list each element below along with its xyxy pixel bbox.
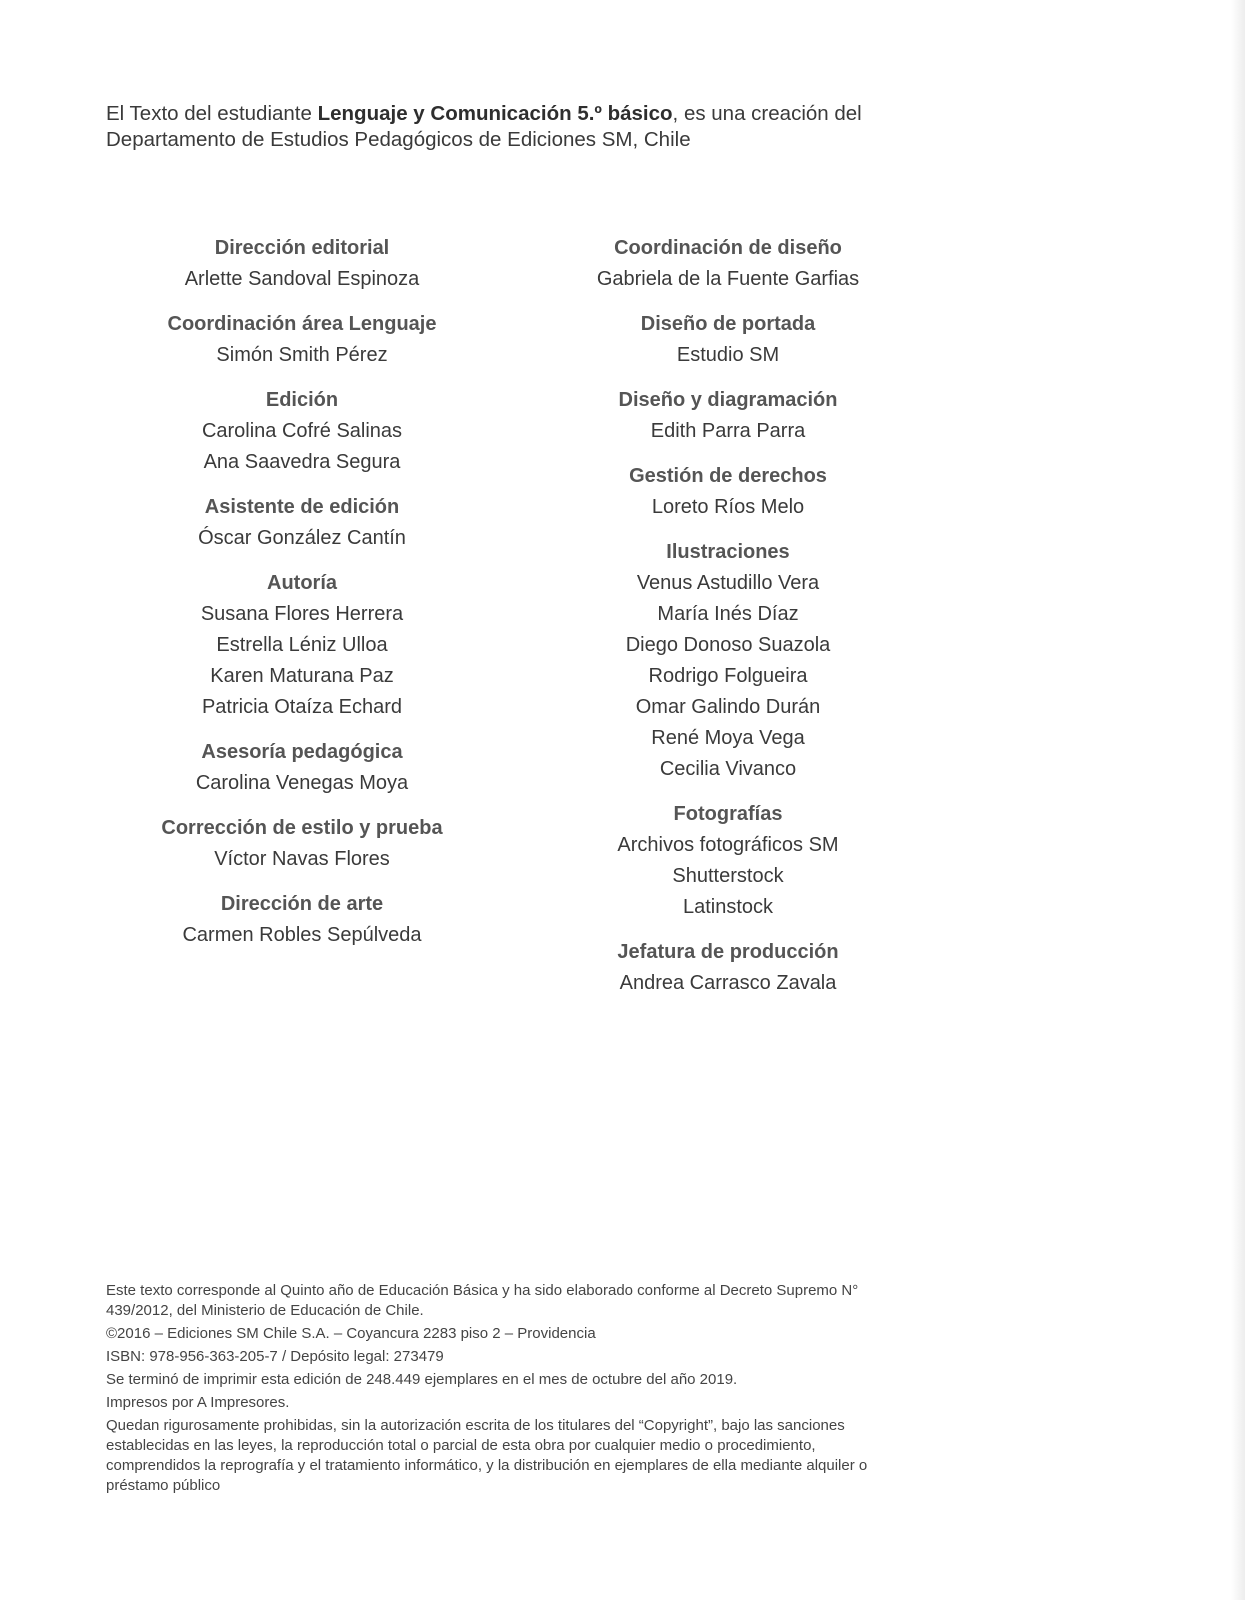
credit-section-correccion-de-estilo-y-prueba xyxy=(112,813,492,875)
decree-text: Este texto corresponde al Quinto año de Educación Básica y ha sido elaborado conforme al Decreto Supremo N° 439/2012, del Ministerio de Educación de Chile. xyxy=(106,1282,859,1319)
credit-role: Gestión de derechos xyxy=(629,465,827,487)
credit-person: Latinstock xyxy=(682,896,774,918)
credit-role: Dirección de arte xyxy=(220,893,384,915)
credit-person: Gabriela de la Fuente Garfias xyxy=(596,268,860,290)
credit-person: Estudio SM xyxy=(676,344,780,366)
credit-section-diseno-y-diagramacion xyxy=(538,385,918,447)
credit-section-coordinacion-area-lenguaje xyxy=(112,309,492,371)
credit-role: Jefatura de producción xyxy=(617,941,839,963)
rights-text: Quedan rigurosamente prohibidas, sin la autorización escrita de los titulares del “Copyright”, bajo las sanciones establecidas en las leyes, la reproducción total o parcial de esta obra por cualquier medio o procedimiento, comprendidos la reprografía y el tratamiento informático, y la distribución en ejemplares de ella mediante alquiler o préstamo público xyxy=(106,1417,868,1494)
credit-section-ilustraciones xyxy=(538,537,918,785)
intro-suffix: , es una creación del Departamento de Estudios Pedagógicos de Ediciones SM, Chile xyxy=(106,102,862,151)
credit-section-fotografias xyxy=(538,799,918,923)
credit-role: Dirección editorial xyxy=(214,237,390,259)
credit-person: Susana Flores Herrera xyxy=(200,603,404,625)
credit-section-direccion-de-arte xyxy=(112,889,492,951)
credit-role: Autoría xyxy=(267,572,337,594)
credit-person: Venus Astudillo Vera xyxy=(636,572,820,594)
credit-role: Coordinación área Lenguaje xyxy=(167,313,437,335)
credit-person: Shutterstock xyxy=(672,865,784,887)
credits-left-column xyxy=(112,233,492,965)
print-run-text: Se terminó de imprimir esta edición de 248.449 ejemplares en el mes de octubre del año 2019. xyxy=(106,1371,738,1388)
credit-person: Omar Galindo Durán xyxy=(635,696,821,718)
credit-person: Simón Smith Pérez xyxy=(216,344,388,366)
credit-person: Arlette Sandoval Espinoza xyxy=(184,268,420,290)
credit-role: Fotografías xyxy=(673,803,783,825)
credit-person: Óscar González Cantín xyxy=(198,527,406,549)
legal-footer xyxy=(106,1281,876,1499)
credit-section-autoria xyxy=(112,568,492,723)
book-title: Lenguaje y Comunicación 5.º básico xyxy=(317,102,673,125)
credit-person: Cecilia Vivanco xyxy=(659,758,797,780)
credit-role: Asesoría pedagógica xyxy=(201,741,403,763)
intro-prefix: El Texto del estudiante xyxy=(106,102,318,125)
printer-text: Impresos por A Impresores. xyxy=(106,1394,290,1411)
credit-person: Víctor Navas Flores xyxy=(214,848,390,870)
credit-person: Patricia Otaíza Echard xyxy=(201,696,403,718)
credit-section-direccion-editorial xyxy=(112,233,492,295)
credit-person: Estrella Léniz Ulloa xyxy=(216,634,388,656)
credit-person: Rodrigo Folgueira xyxy=(648,665,808,687)
credit-person: Carolina Cofré Salinas xyxy=(201,420,403,442)
credit-section-diseno-de-portada xyxy=(538,309,918,371)
copyright-text: ©2016 – Ediciones SM Chile S.A. – Coyancura 2283 piso 2 – Providencia xyxy=(106,1325,596,1342)
credit-person: René Moya Vega xyxy=(651,727,805,749)
credit-role: Coordinación de diseño xyxy=(614,237,842,259)
credit-role: Corrección de estilo y prueba xyxy=(161,817,443,839)
credit-person: Loreto Ríos Melo xyxy=(651,496,805,518)
credit-person: Andrea Carrasco Zavala xyxy=(619,972,837,994)
credit-section-edicion xyxy=(112,385,492,478)
credit-section-asesoria-pedagogica xyxy=(112,737,492,799)
credit-section-coordinacion-de-diseno xyxy=(538,233,918,295)
credit-person: Karen Maturana Paz xyxy=(210,665,394,687)
isbn-text: ISBN: 978-956-363-205-7 / Depósito legal: 273479 xyxy=(106,1348,444,1365)
credit-person: Carolina Venegas Moya xyxy=(195,772,409,794)
credit-role: Diseño de portada xyxy=(640,313,816,335)
credit-person: María Inés Díaz xyxy=(657,603,799,625)
intro-paragraph xyxy=(106,101,866,153)
credit-person: Edith Parra Parra xyxy=(650,420,806,442)
credit-person: Archivos fotográficos SM xyxy=(617,834,839,856)
credit-section-jefatura-de-produccion xyxy=(538,937,918,999)
credits-right-column xyxy=(538,233,918,1013)
page-edge-shadow xyxy=(1231,0,1245,1600)
credit-person: Carmen Robles Sepúlveda xyxy=(182,924,422,946)
credit-person: Ana Saavedra Segura xyxy=(203,451,401,473)
credit-role: Ilustraciones xyxy=(666,541,790,563)
credit-role: Diseño y diagramación xyxy=(618,389,838,411)
credit-role: Asistente de edición xyxy=(204,496,400,518)
credit-section-asistente-de-edicion xyxy=(112,492,492,554)
credit-person: Diego Donoso Suazola xyxy=(625,634,831,656)
credit-section-gestion-de-derechos xyxy=(538,461,918,523)
credit-role: Edición xyxy=(265,389,339,411)
